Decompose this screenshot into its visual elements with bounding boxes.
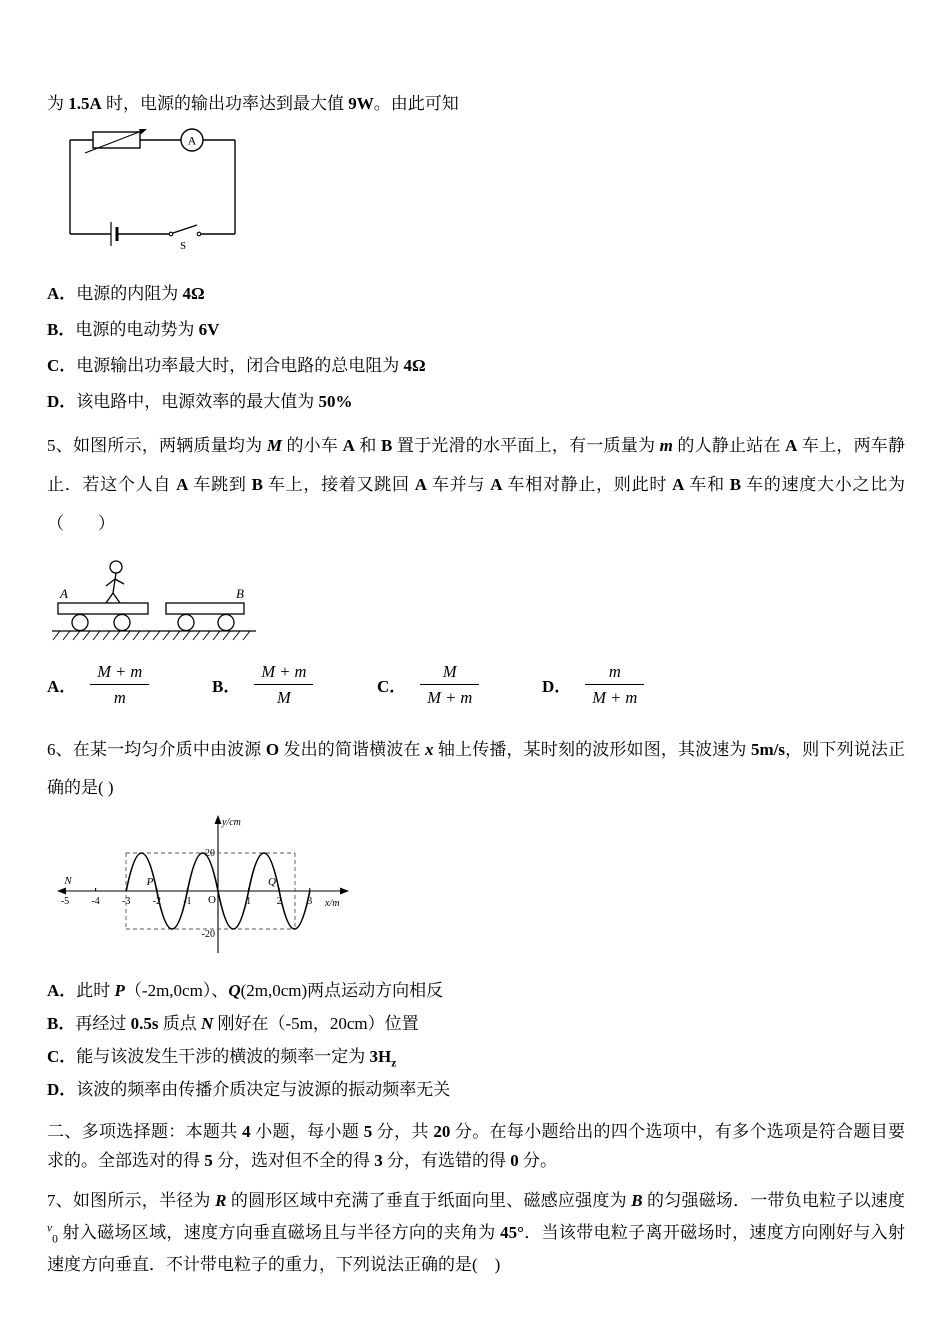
q4-option-d: D．该电路中，电源效率的最大值为 50% [47,392,353,411]
circuit-wires [70,140,235,234]
ground [52,631,256,640]
q5-question-text: 5、如图所示，两辆质量均为 M 的小车 A 和 B 置于光滑的水平面上，有一质量为 m 的人静止站在 A 车上，两车静止．若这个人自 A 车跳到 B 车上，接着又跳回 A 车并与 A 车相对静止，则此时 A 车和 B 车的速度大小之比为（ ） [47,436,906,533]
tick-label: 3 [307,895,313,907]
y-axis-label: y/cm [222,816,241,828]
q6-option-d: D．该波的频率由传播介质决定与波源的振动频率无关 [47,1079,451,1099]
q6-question-text: 6、在某一均匀介质中由波源 O 发出的简谐横波在 x 轴上传播，某时刻的波形如图，其波速为 5m/s，则下列说法正确的是( ) [47,739,906,797]
q5-option-b-label: B． [212,677,241,697]
q5-option-c [377,661,542,709]
cart-a-label: A [60,586,68,601]
ammeter-symbol [181,129,203,151]
q5-option-d [542,661,644,709]
tick-label: -4 [91,895,100,907]
rheostat-symbol [85,129,147,153]
ammeter-label: A [187,133,197,148]
tick-label: -2 [152,895,161,907]
q5-option-c-label: C． [377,677,407,697]
q7-question-text: 7、如图所示，半径为 R 的圆形区域中充满了垂直于纸面向里、磁感应强度为 B 的匀强磁场．一带负电粒子以速度 $^v_0$ 射入磁场区域，速度方向垂直磁场且与半径方向的夹角为 45°．当该带电粒子离开磁场时，速度方向刚好与入射速度方向垂直．不计带电粒子的重力，下列说法正确的是( ) [47,1190,906,1274]
q4-options [47,282,905,413]
person-figure [106,561,124,603]
tick-label: 2 [276,895,282,907]
q5-option-a-label: A． [47,677,77,697]
tick-label: -5 [60,895,70,907]
point-p-label: P [146,875,154,888]
x-axis-left-arrow [57,887,66,894]
origin-label: O [208,893,216,906]
tick-label: 1 [246,895,252,907]
cart-b-label: B [236,586,244,601]
q6-option-c: C．能与该波发生干涉的横波的频率一定为 $3H_z$ [47,1046,397,1070]
carts-diagram [50,551,260,643]
q4-option-c: C．电源输出功率最大时，闭合电路的总电阻为 4Ω [47,356,426,375]
q6-option-a: A．此时 P（-2m,0cm）、Q(2m,0cm)两点运动方向相反 [47,980,444,1000]
x-axis-label: x/m [325,897,340,909]
tick-label: -1 [183,895,192,907]
fraction [585,661,644,709]
fraction [420,661,479,709]
x-axis-right-arrow [340,887,349,894]
fraction-numerator: m [585,661,644,685]
fraction-denominator: M + m [427,688,473,708]
neg-amplitude-label: -20 [201,928,215,940]
fraction-numerator: M [420,661,479,685]
fraction-denominator: M + m [592,688,638,708]
point-q-label: Q [268,875,276,888]
q5-options [47,661,905,709]
fraction [254,661,313,709]
cart-b [166,603,244,631]
fraction-denominator: M [276,688,291,708]
switch-label: S [179,240,187,252]
fraction-numerator: M + m [254,661,313,685]
tick-label: -3 [122,895,131,907]
q5-option-b [212,661,377,709]
pos-amplitude-label: 20 [205,847,215,859]
wave-diagram [55,811,355,959]
switch-symbol [169,225,201,252]
cart-a [58,603,148,631]
battery-symbol [111,222,117,246]
point-n-label: N [64,874,72,887]
q6-option-b: B．再经过 0.5s 质点 N 刚好在（-5m，20cm）位置 [47,1013,419,1033]
q5-option-a [47,661,212,709]
fraction [90,661,149,709]
q4-intro-line: 为 1.5A 时，电源的输出功率达到最大值 9W。由此可知 [47,94,459,113]
section2-header: 二、多项选择题：本题共 4 小题，每小题 5 分，共 20 分。在每小题给出的四个选项中，有多个选项是符合题目要求的。全部选对的得 5 分，选对但不全的得 3 分，有选错的得 0 分。 [47,1121,906,1170]
axis-tick-labels [60,893,313,907]
y-axis-arrow [215,815,222,824]
q4-option-b: B．电源的电动势为 6V [47,320,220,339]
q4-option-a: A．电源的内阻为 4Ω [47,284,205,303]
q6-options [47,979,905,1101]
q5-option-d-label: D． [542,677,572,697]
fraction-numerator: M + m [90,661,149,685]
fraction-denominator: m [113,688,126,708]
circuit-diagram [65,126,255,254]
